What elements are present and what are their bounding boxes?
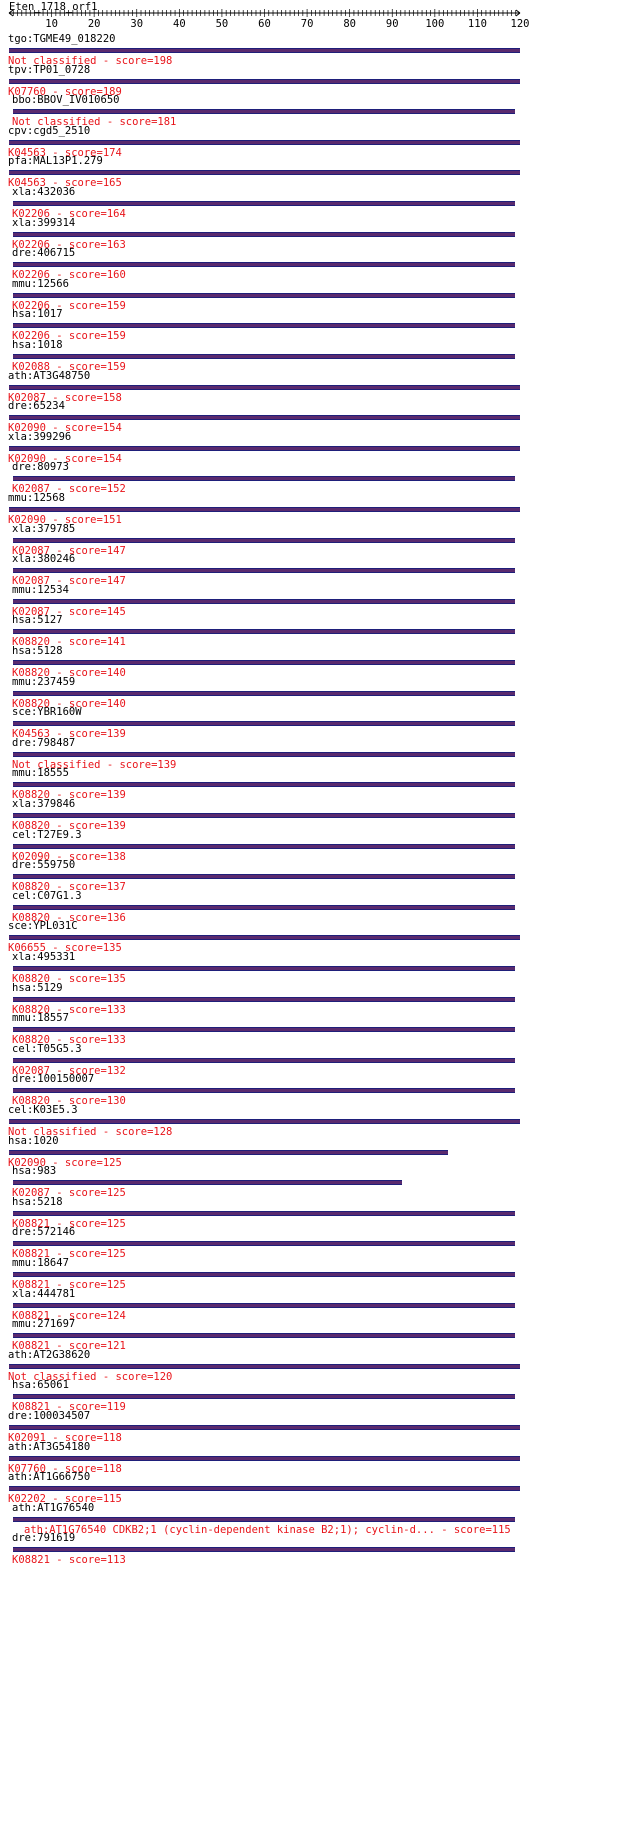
hit-score-label: K04563 - score=165 [8,177,122,190]
hit-accession[interactable]: hsa:5129 [12,981,63,994]
hit-accession[interactable]: mmu:12566 [12,277,69,290]
hit-alignment-bar[interactable] [13,293,515,298]
hit-accession[interactable]: cel:T05G5.3 [12,1042,82,1055]
hit-score-label: K02206 - score=159 [12,299,126,312]
hit-accession[interactable]: mmu:18557 [12,1012,69,1025]
hit-accession[interactable]: hsa:5218 [12,1195,63,1208]
hit-accession[interactable]: hsa:1020 [8,1134,59,1147]
ruler-tick-label: 110 [467,18,487,30]
hit-score-label: Not classified - score=181 [12,116,177,129]
hit-alignment-bar[interactable] [9,446,520,451]
hit-alignment-bar[interactable] [13,629,515,634]
hit-accession[interactable]: dre:65234 [8,400,65,413]
hit-alignment-bar[interactable] [13,232,515,237]
hit-score-label: K08820 - score=133 [12,1034,126,1047]
hit-alignment-bar[interactable] [13,1303,515,1308]
hit-score-label: K08820 - score=135 [12,973,126,985]
hit-score-label: K08820 - score=141 [12,636,126,649]
hit-score-label: K08820 - score=136 [12,911,126,924]
hit-score-label: K06655 - score=135 [8,942,122,955]
hit-score-label: K02087 - score=147 [12,544,126,557]
hit-accession[interactable]: xla:379785 [12,522,76,535]
hit-score-label: K02087 - score=158 [8,391,122,404]
hit-score-label: K02090 - score=154 [8,422,122,435]
hit-accession[interactable]: xla:379846 [12,798,76,810]
hit-score-label: K02090 - score=151 [8,514,122,526]
hit-score-label: K02087 - score=132 [12,1064,126,1077]
hit-alignment-bar[interactable] [13,323,515,328]
hit-alignment-bar[interactable] [9,385,520,390]
hit-score-label: K02090 - score=138 [12,850,126,863]
query-title: Eten_1718_orf1 [9,1,98,13]
hit-alignment-bar[interactable] [9,1119,520,1124]
hit-score-label: K08821 - score=124 [12,1309,126,1322]
hit-score-label: K08821 - score=125 [12,1279,126,1291]
hit-accession[interactable]: mmu:271697 [12,1318,76,1331]
ruler-tick-label: 70 [300,18,314,30]
hit-score-label: K08820 - score=139 [12,789,126,802]
hit-score-label: K04563 - score=139 [12,728,126,741]
hit-score-label: K07760 - score=189 [8,85,122,98]
hit-score-label: K08821 - score=121 [12,1340,126,1353]
hit-accession[interactable]: xla:495331 [12,951,76,963]
hit-score-label: K08820 - score=140 [12,697,126,710]
hit-alignment-bar[interactable] [9,170,520,175]
ruler-tick-label: 30 [130,18,144,30]
hit-alignment-bar[interactable] [13,997,515,1002]
hit-alignment-bar[interactable] [9,140,520,145]
hit-alignment-bar[interactable] [13,691,515,696]
hit-score-label: K08820 - score=130 [12,1095,126,1108]
hit-alignment-bar[interactable] [9,1425,520,1430]
hit-accession[interactable]: mmu:12534 [12,583,69,596]
ruler-tick-label: 100 [425,18,445,30]
hit-alignment-bar[interactable] [13,476,515,481]
hit-accession[interactable]: mmu:18555 [12,767,69,780]
hit-alignment-bar[interactable] [13,752,515,757]
hit-score-label: Not classified - score=198 [8,55,173,67]
hit-alignment-bar[interactable] [9,1486,520,1491]
hit-accession[interactable]: dre:559750 [12,859,76,872]
hit-score-label: K08820 - score=137 [12,881,126,894]
hit-alignment-bar[interactable] [13,782,515,787]
hit-accession[interactable]: tpv:TP01_0728 [8,63,91,76]
hit-accession[interactable]: cel:C07G1.3 [12,889,82,902]
hit-accession[interactable]: dre:406715 [12,247,76,260]
hit-accession[interactable]: ath:AT3G48750 [8,369,91,382]
hit-alignment-bar[interactable] [13,1241,515,1246]
hit-accession[interactable]: hsa:1017 [12,308,63,321]
hit-alignment-bar[interactable] [13,813,515,818]
hit-score-label: K04563 - score=174 [8,146,122,159]
hit-accession[interactable]: xla:380246 [12,553,76,566]
hit-score-label: K02090 - score=125 [8,1156,122,1169]
ruler-tick-label: 60 [258,18,271,30]
hit-accession[interactable]: hsa:5127 [12,614,63,627]
hit-alignment-bar[interactable] [13,844,515,849]
hit-accession[interactable]: dre:791619 [12,1532,76,1545]
hit-score-label: Not classified - score=128 [8,1126,173,1138]
hit-accession[interactable]: sce:YPL031C [8,920,78,933]
hit-accession[interactable]: dre:798487 [12,736,76,749]
hit-alignment-bar[interactable] [13,721,515,726]
hit-alignment-bar[interactable] [13,538,515,543]
hit-alignment-bar[interactable] [13,1088,515,1093]
ruler-tick-label: 90 [385,18,399,30]
hit-alignment-bar[interactable] [9,1364,520,1369]
hit-accession[interactable]: mmu:237459 [12,675,76,688]
hit-accession[interactable]: xla:432036 [12,186,76,198]
ruler-tick-label: 20 [87,18,101,30]
hit-alignment-bar[interactable] [13,262,515,267]
hit-alignment-bar[interactable] [9,1150,448,1155]
hit-accession[interactable]: hsa:1018 [12,339,63,351]
hit-accession[interactable]: mmu:12568 [8,492,65,504]
hit-accession[interactable]: dre:100150007 [12,1073,95,1086]
hit-accession[interactable]: bbo:BBOV_IV010650 [12,94,120,107]
hit-alignment-bar[interactable] [13,1211,515,1216]
hit-alignment-bar[interactable] [9,415,520,420]
hit-accession[interactable]: cel:T27E9.3 [12,828,82,841]
hit-score-label: K08821 - score=125 [12,1248,126,1261]
hit-score-label: K02206 - score=163 [12,238,126,251]
hit-alignment-bar[interactable] [13,1547,515,1552]
hit-accession[interactable]: hsa:983 [12,1165,57,1178]
hit-score-label: K08821 - score=113 [12,1554,126,1567]
hit-accession[interactable]: xla:399314 [12,216,76,229]
hit-alignment-bar[interactable] [13,660,515,665]
hit-accession[interactable]: cpv:cgd5_2510 [8,124,91,137]
hit-accession[interactable]: ath:AT1G66750 [8,1471,91,1484]
hit-alignment-bar[interactable] [9,79,520,84]
hit-alignment-bar[interactable] [9,1456,520,1461]
ruler-tick-label: 10 [45,18,58,30]
hit-score-label: K02087 - score=125 [12,1187,126,1200]
hit-accession[interactable]: hsa:65061 [12,1379,69,1392]
hit-alignment-bar[interactable] [13,1517,515,1522]
hit-score-label: K02206 - score=160 [12,269,126,282]
hit-score-label: K02202 - score=115 [8,1493,122,1506]
hit-alignment-bar[interactable] [13,354,515,359]
hit-score-label: K02091 - score=118 [8,1432,122,1444]
hit-alignment-bar[interactable] [13,905,515,910]
hit-accession[interactable]: ath:AT1G76540 [12,1501,95,1514]
hit-accession[interactable]: pfa:MAL13P1.279 [8,155,103,168]
hit-alignment-bar[interactable] [13,1058,515,1063]
hit-alignment-bar[interactable] [13,109,515,114]
hit-score-label: K08821 - score=125 [12,1217,126,1230]
hit-alignment-bar[interactable] [13,568,515,573]
hit-alignment-bar[interactable] [13,874,515,879]
hit-alignment-bar[interactable] [13,599,515,604]
hit-accession[interactable]: dre:80973 [12,461,69,474]
hit-alignment-bar[interactable] [13,1180,402,1185]
ruler-tick-label: 80 [343,18,356,30]
hit-score-label: K02206 - score=164 [12,208,126,220]
hit-alignment-bar[interactable] [13,201,515,206]
hit-score-label: K02087 - score=152 [12,483,126,496]
hit-accession[interactable]: xla:399296 [8,430,72,443]
hit-accession[interactable]: hsa:5128 [12,645,63,657]
ruler-tick-label: 40 [173,18,186,30]
hit-alignment-bar[interactable] [13,1394,515,1399]
hit-score-label: Not classified - score=139 [12,758,177,771]
hit-accession[interactable]: cel:K03E5.3 [8,1104,78,1116]
hit-score-label: K02090 - score=154 [8,452,122,465]
hit-score-label: K08820 - score=133 [12,1003,126,1016]
hit-alignment-bar[interactable] [13,1272,515,1277]
hit-accession[interactable]: ath:AT3G54180 [8,1440,91,1453]
hit-alignment-bar[interactable] [13,1333,515,1338]
hit-accession[interactable]: dre:100034507 [8,1410,91,1422]
hit-score-label: K02087 - score=147 [12,575,126,588]
hit-alignment-bar[interactable] [9,48,520,53]
hit-accession[interactable]: mmu:18647 [12,1257,69,1269]
hit-accession[interactable]: ath:AT2G38620 [8,1348,91,1361]
hit-score-label: K02087 - score=145 [12,605,126,618]
hit-score-label: K07760 - score=118 [8,1462,122,1475]
ruler-tick-label: 50 [215,18,229,30]
hit-score-label: Not classified - score=120 [8,1370,173,1383]
hit-accession[interactable]: xla:444781 [12,1287,76,1300]
hit-alignment-bar[interactable] [13,966,515,971]
ruler-tick-label: 120 [510,18,530,30]
hit-accession[interactable]: dre:572146 [12,1226,76,1239]
hit-score-label: K02088 - score=159 [12,361,126,373]
hit-row [0,1532,620,1568]
hit-score-label: K02206 - score=159 [12,330,126,343]
hit-alignment-bar[interactable] [9,935,520,940]
hit-score-label: K08821 - score=119 [12,1401,126,1414]
hit-score-label: K08820 - score=140 [12,667,126,679]
hit-accession[interactable]: sce:YBR160W [12,706,82,719]
hit-score-label: K08820 - score=139 [12,820,126,832]
hit-alignment-bar[interactable] [9,507,520,512]
hit-score-label: ath:AT1G76540 CDKB2;1 (cyclin-dependent kinase B2;1); cyclin-d... - score=115 [24,1523,511,1536]
hit-alignment-bar[interactable] [13,1027,515,1032]
hit-accession[interactable]: tgo:TGME49_018220 [8,33,116,45]
